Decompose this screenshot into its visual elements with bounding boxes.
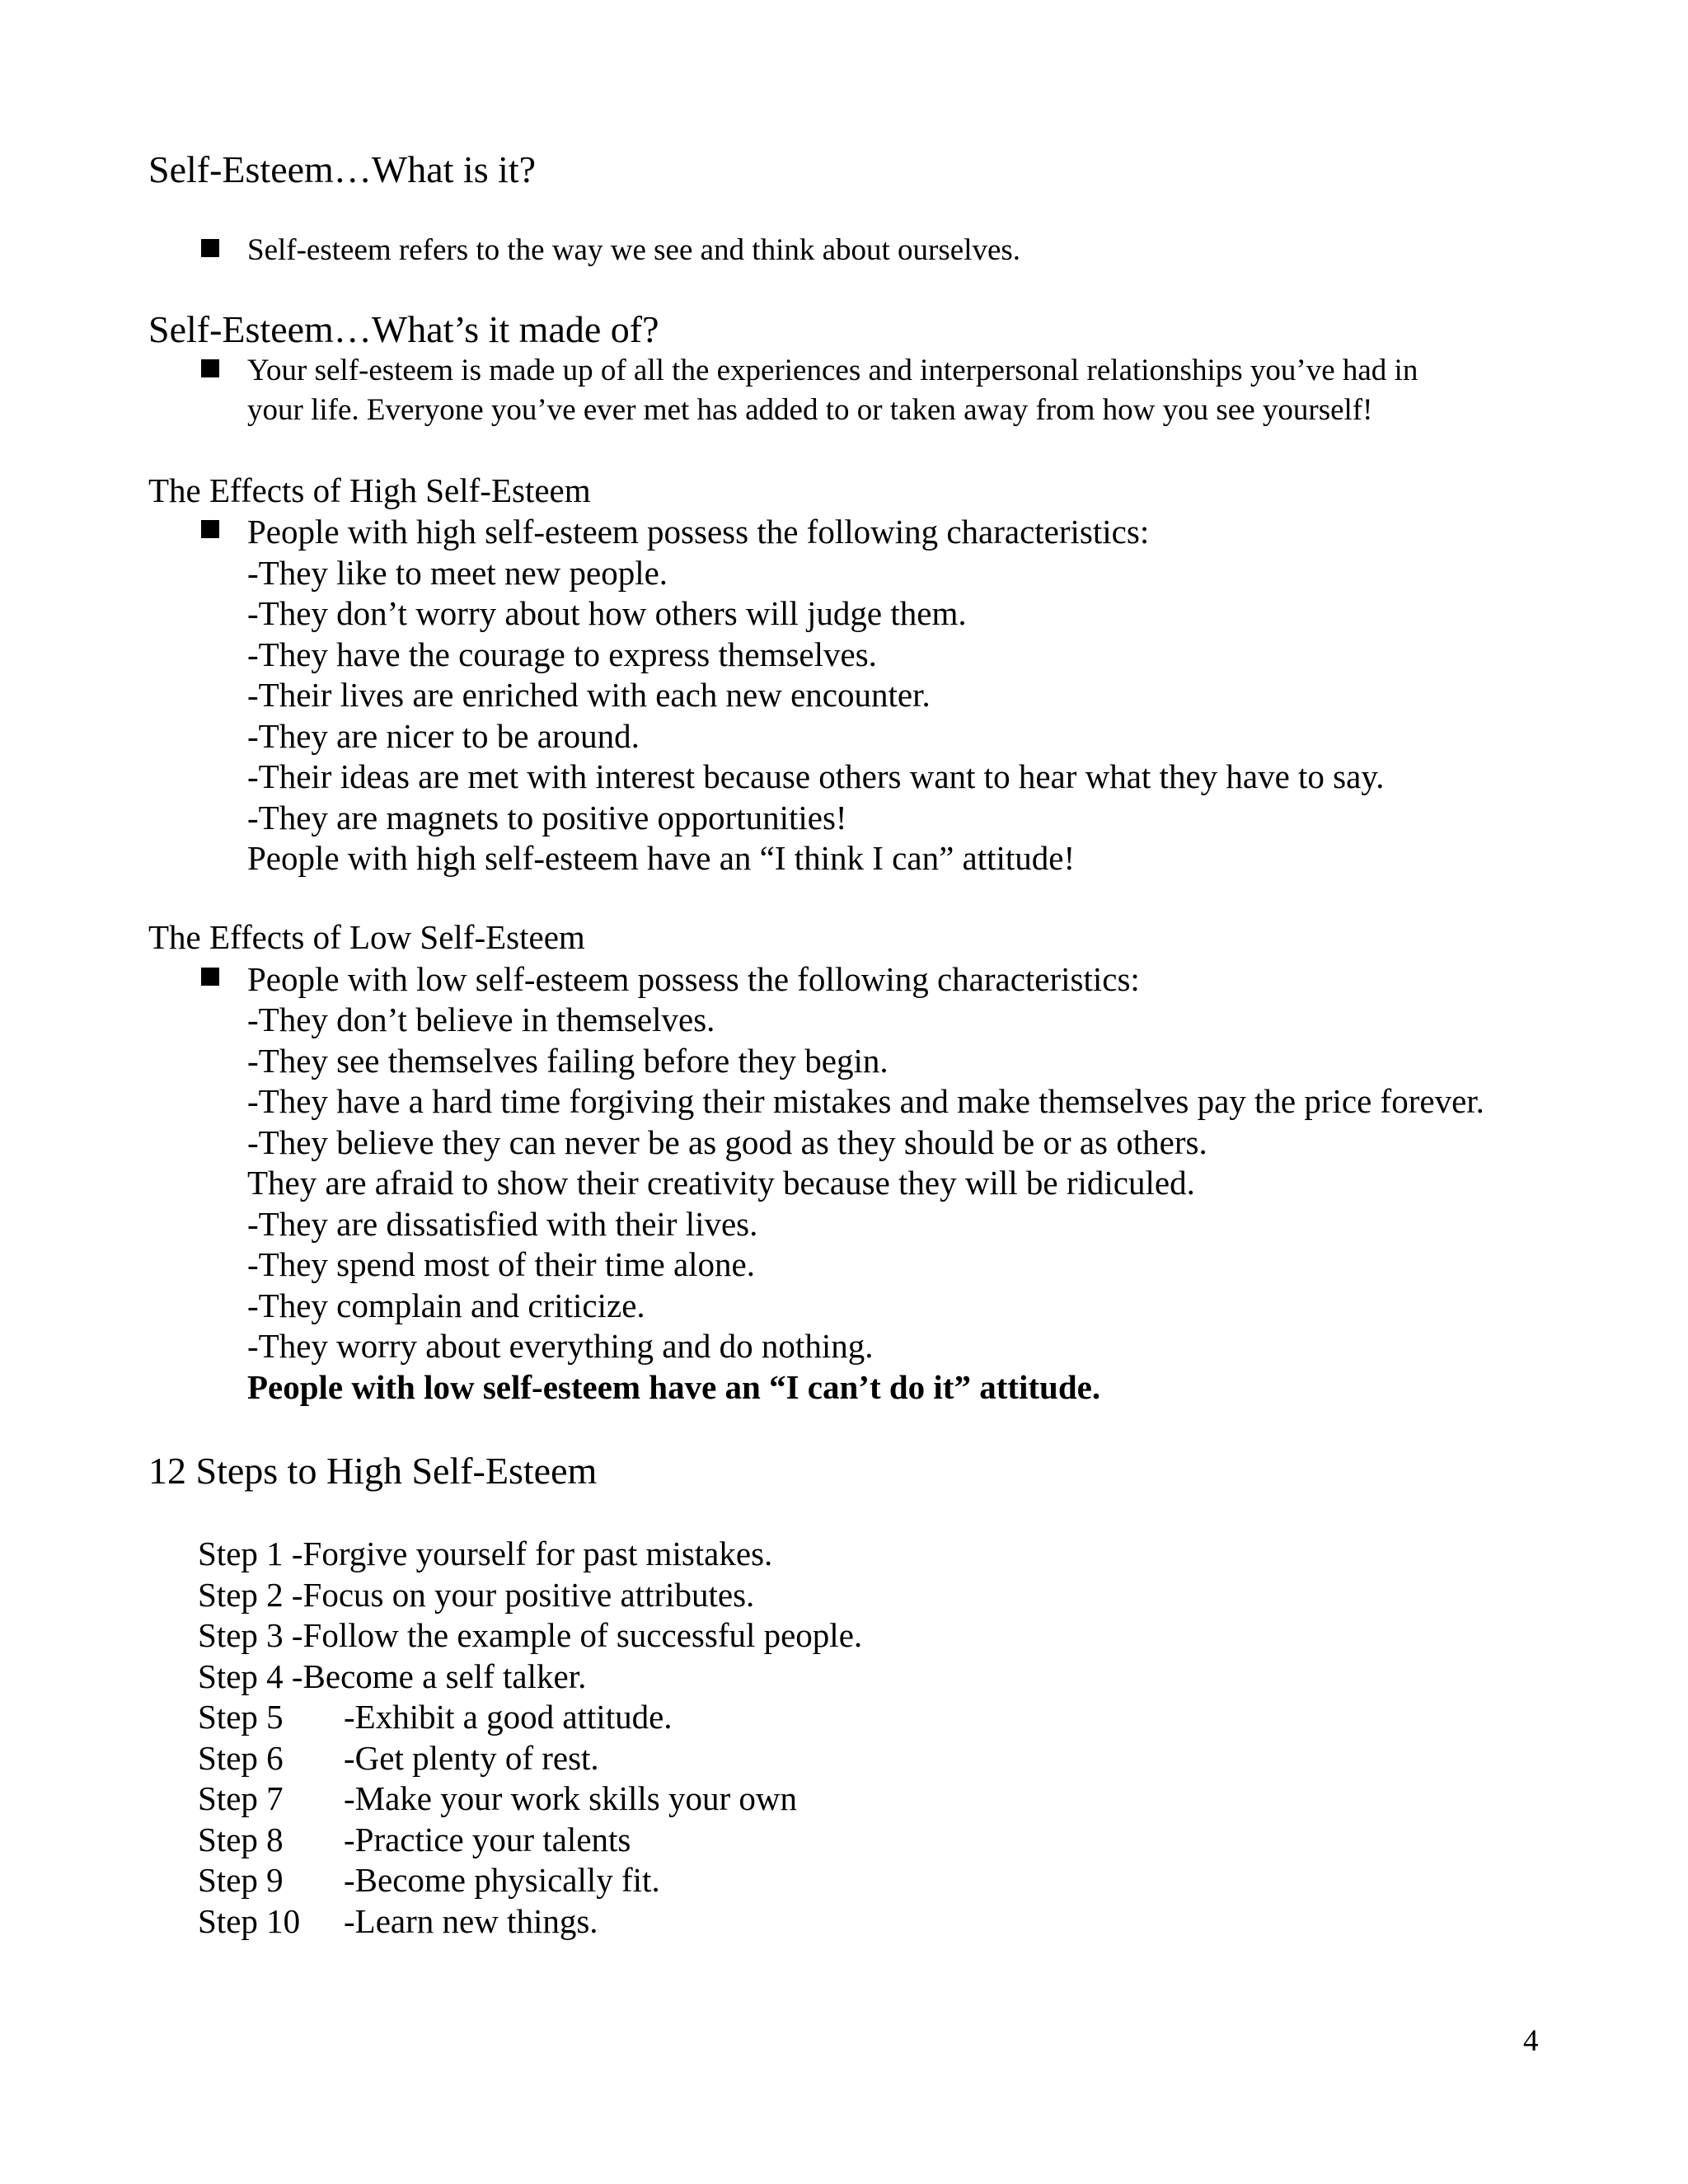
high-summary: People with high self-esteem have an “I think I can” attitude!: [247, 839, 1076, 877]
high-item: -Their lives are enriched with each new encounter.: [247, 676, 931, 714]
step-description: -Make your work skills your own: [344, 1779, 798, 1817]
heading-what-is-it: Self-Esteem…What is it?: [148, 148, 537, 190]
step-item: Step 4 -Become a self talker.: [198, 1657, 587, 1695]
step-number: Step 6: [198, 1739, 284, 1777]
step-description: -Practice your talents: [344, 1821, 631, 1858]
step-number: Step 7: [198, 1779, 284, 1817]
low-item: -They believe they can never be as good as they should be or as others.: [247, 1123, 1207, 1161]
low-item: -They spend most of their time alone.: [247, 1245, 755, 1283]
heading-high-self-esteem: The Effects of High Self-Esteem: [148, 471, 591, 509]
step-description: -Learn new things.: [344, 1902, 598, 1940]
high-intro-text: People with high self-esteem possess the following characteristics:: [247, 513, 1150, 551]
step-description: -Exhibit a good attitude.: [344, 1698, 673, 1736]
high-item: -They have the courage to express themselves.: [247, 635, 877, 673]
low-item: They are afraid to show their creativity because they will be ridiculed.: [247, 1164, 1195, 1202]
bullet-square-icon: [201, 520, 219, 538]
low-conclusion: People with low self-esteem have an “I can’t do it” attitude.: [247, 1368, 1101, 1406]
low-item: -They don’t believe in themselves.: [247, 1001, 715, 1038]
heading-low-self-esteem: The Effects of Low Self-Esteem: [148, 918, 585, 956]
step-description: -Become physically fit.: [344, 1861, 660, 1899]
high-item: -Their ideas are met with interest because others want to hear what they have to say.: [247, 757, 1385, 795]
high-item: -They don’t worry about how others will judge them.: [247, 594, 967, 632]
high-item: -They like to meet new people.: [247, 554, 668, 592]
heading-12-steps: 12 Steps to High Self-Esteem: [148, 1450, 598, 1492]
low-item: -They worry about everything and do nothing.: [247, 1327, 874, 1365]
bullet-text-definition: Self-esteem refers to the way we see and think about ourselves.: [247, 233, 1021, 267]
bullet-square-icon: [201, 239, 219, 257]
low-intro-text: People with low self-esteem possess the following characteristics:: [247, 960, 1140, 998]
step-number: Step 10: [198, 1902, 301, 1940]
step-item: Step 2 -Focus on your positive attributes.: [198, 1576, 755, 1614]
low-item: -They complain and criticize.: [247, 1286, 645, 1324]
step-description: -Get plenty of rest.: [344, 1739, 599, 1777]
low-item: -They are dissatisfied with their lives.: [247, 1205, 758, 1243]
bullet-text-made-of-line-1: Your self-esteem is made up of all the experiences and interpersonal relationships you’ve had in: [247, 354, 1418, 387]
page-number: 4: [1523, 2024, 1539, 2058]
bullet-text-made-of-line-2: your life. Everyone you’ve ever met has added to or taken away from how you see yourself!: [247, 393, 1373, 427]
high-item: -They are nicer to be around.: [247, 717, 640, 755]
low-item: -They see themselves failing before they begin.: [247, 1042, 889, 1080]
high-item: -They are magnets to positive opportunities!: [247, 799, 847, 837]
step-number: Step 8: [198, 1821, 284, 1858]
step-item: Step 3 -Follow the example of successful people.: [198, 1616, 863, 1654]
bullet-square-icon: [201, 968, 219, 986]
step-number: Step 5: [198, 1698, 284, 1736]
heading-made-of: Self-Esteem…What’s it made of?: [148, 308, 659, 350]
bullet-square-icon: [201, 359, 219, 377]
low-item: -They have a hard time forgiving their mistakes and make themselves pay the price forever.: [247, 1082, 1484, 1120]
step-number: Step 9: [198, 1861, 284, 1899]
step-item: Step 1 -Forgive yourself for past mistakes.: [198, 1535, 773, 1572]
